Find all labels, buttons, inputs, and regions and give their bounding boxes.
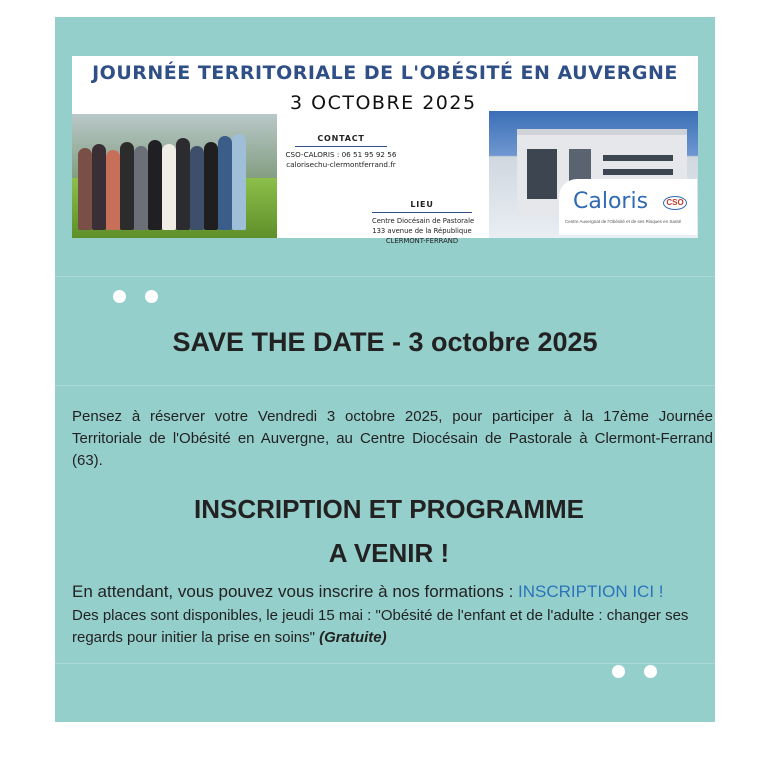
formation-line xyxy=(72,582,732,602)
places-text: Des places sont disponibles, le jeudi 15 mai : "Obésité de l'enfant et de l'adulte : changer ses regards pour initier la prise en soins" xyxy=(72,607,689,646)
location-heading: LIEU xyxy=(372,200,472,213)
cso-badge: CSO xyxy=(663,196,687,210)
places-paragraph xyxy=(72,605,722,649)
contact-phone: CSO-CALORIS : 06 51 95 92 56 xyxy=(285,150,397,159)
formation-suffix: ! xyxy=(654,582,664,601)
contact-heading: CONTACT xyxy=(295,134,387,147)
program-line-2: A VENIR ! xyxy=(328,538,450,568)
formation-text: En attendant, vous pouvez vous inscrire à nos formations : xyxy=(72,582,519,601)
location-line-3: CLERMONT-FERRAND xyxy=(385,237,459,245)
contact-email: calorisechu-clermontferrand.fr xyxy=(286,160,396,169)
intro-paragraph: Pensez à réserver votre Vendredi 3 octobre 2025, pour participer à la 17ème Journée Territoriale de l'Obésité en Auvergne, au Centre Diocésain de Pastorale à Clermont-Ferrand (63). xyxy=(72,408,713,469)
location-line-1: Centre Diocésain de Pastorale xyxy=(372,217,475,225)
divider xyxy=(55,276,715,277)
group-photo xyxy=(72,114,277,238)
divider xyxy=(55,663,715,664)
inscription-link[interactable]: INSCRIPTION ICI xyxy=(518,582,655,601)
program-line-1: INSCRIPTION ET PROGRAMME xyxy=(193,494,584,524)
logo-text: Caloris xyxy=(573,189,649,214)
carousel-dot-2[interactable] xyxy=(145,290,158,303)
divider xyxy=(55,385,715,386)
banner-date: 3 OCTOBRE 2025 xyxy=(290,92,477,114)
caloris-logo xyxy=(559,179,697,235)
carousel-dot-3[interactable] xyxy=(612,665,625,678)
banner-title: JOURNÉE TERRITORIALE DE L'OBÉSITÉ EN AUVERGNE xyxy=(92,62,678,84)
contact-block xyxy=(285,134,397,170)
newsletter-card xyxy=(55,17,715,722)
location-block xyxy=(372,200,475,246)
location-line-2: 133 avenue de la République xyxy=(372,227,472,235)
event-banner[interactable] xyxy=(72,56,698,245)
save-the-date-heading: SAVE THE DATE - 3 octobre 2025 xyxy=(172,327,598,357)
carousel-dot-4[interactable] xyxy=(644,665,657,678)
carousel-dot-1[interactable] xyxy=(113,290,126,303)
free-label: (Gratuite) xyxy=(319,629,387,646)
program-heading xyxy=(55,487,723,575)
logo-subtitle: Centre Auvergnat de l'Obésité et de ses Risques en Santé xyxy=(565,219,682,224)
